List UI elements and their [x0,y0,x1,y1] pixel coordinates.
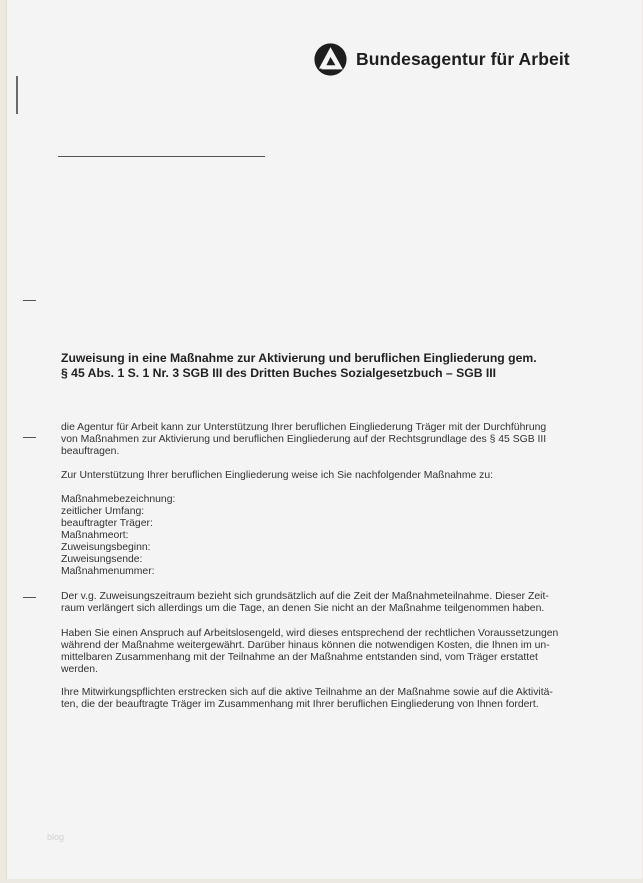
field-label: Maßnahmenummer: [61,566,155,577]
watermark: blog [47,832,65,842]
subject-line-2: § 45 Abs. 1 S. 1 Nr. 3 SGB III des Dritten Buches Sozialgesetzbuch – SGB III [61,366,497,380]
intro-paragraph [61,422,573,458]
letterhead [314,43,570,76]
text-line: Der v.g. Zuweisungszeitraum bezieht sich grundsätzlich auf die Zeit der Maßnahmeteilnahme. Dieser Zeit- [61,591,549,602]
duties-paragraph [61,687,573,711]
field-label: Zuweisungsende: [61,554,143,565]
field-label: Maßnahmebezeichnung: [61,494,176,505]
text-line: Zur Unterstützung Ihrer beruflichen Eingliederung weise ich Sie nachfolgender Maßnahme zu: [61,470,494,481]
text-line: während der Maßnahme weitergewährt. Darüber hinaus können die notwendigen Kosten, die Ihnen im un- [61,640,550,651]
text-line: ten, die der beauftragte Träger im Zusammenhang mit Ihrer beruflichen Eingliederung von Ihnen fordert. [61,699,539,710]
text-line: die Agentur für Arbeit kann zur Unterstützung Ihrer beruflichen Eingliederung Träger mit der Durchführung [61,422,547,433]
punch-mark [16,76,18,114]
field-label: Maßnahmeort: [61,530,129,541]
measure-fields-list [61,494,573,578]
field-label: Zuweisungsbeginn: [61,542,151,553]
period-paragraph [61,591,573,615]
benefits-paragraph [61,628,573,676]
text-line: beauftragen. [61,446,120,457]
text-line: Haben Sie einen Anspruch auf Arbeitslosengeld, wird dieses entsprechend der rechtlichen Voraussetzungen [61,628,559,639]
assignment-paragraph [61,470,573,482]
text-line: raum verlängert sich allerdings um die Tage, an denen Sie nicht an der Maßnahme teilgenommen haben. [61,603,545,614]
fold-mark [23,300,36,301]
organization-name: Bundesagentur für Arbeit [356,49,570,69]
subject-heading [61,351,581,381]
field-label: zeitlicher Umfang: [61,506,145,517]
fold-mark [23,597,36,598]
text-line: werden. [61,664,98,675]
text-line: Ihre Mitwirkungspflichten erstrecken sich auf die aktive Teilnahme an der Maßnahme sowie auf die Aktivitä- [61,687,553,698]
document-page [6,0,642,879]
address-window-line [58,156,265,157]
field-label: beauftragter Träger: [61,518,153,529]
text-line: von Maßnahmen zur Aktivierung und beruflichen Eingliederung auf der Rechtsgrundlage des § 45 SGB III [61,434,547,445]
bundesagentur-logo-icon [314,43,347,76]
subject-line-1: Zuweisung in eine Maßnahme zur Aktivierung und beruflichen Eingliederung gem. [61,351,537,365]
fold-mark [23,437,36,438]
text-line: mittelbaren Zusammenhang mit der Teilnahme an der Maßnahme entstanden sind, vom Träger erstattet [61,652,538,663]
